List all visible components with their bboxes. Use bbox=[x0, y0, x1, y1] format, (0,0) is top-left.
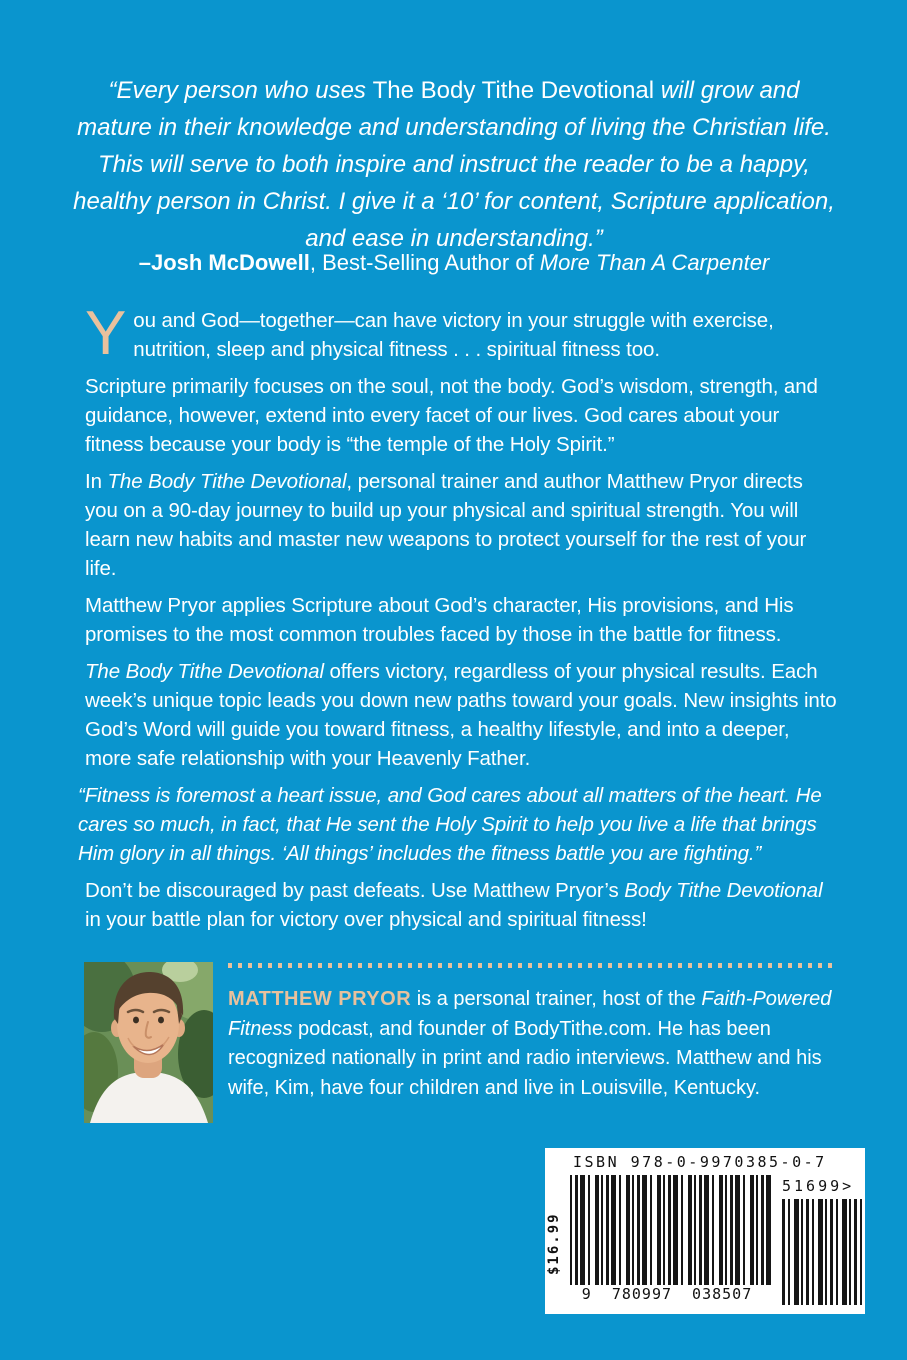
barcode-bars-main bbox=[570, 1175, 773, 1285]
attribution-mid: , Best-Selling Author of bbox=[309, 250, 540, 275]
paragraph-intro bbox=[85, 299, 841, 368]
barcode-block bbox=[545, 1148, 865, 1314]
paragraph-author-quote: “Fitness is foremost a heart issue, and God cares about all matters of the heart. He cares so much, in fact, that He sent the Holy Spirit to help you live a life that brings Him glory in all things. ‘All things’ includes the fitness battle you are fighting.” bbox=[78, 784, 822, 865]
book-title-italic: Body Tithe Devotional bbox=[624, 879, 823, 902]
paragraph-victory bbox=[85, 657, 841, 773]
barcode-digits: 9 780997 038507 bbox=[581, 1285, 753, 1303]
endorsement-quote bbox=[70, 72, 838, 257]
book-title-italic: The Body Tithe Devotional bbox=[107, 470, 347, 493]
podcast-title: Faith-Powered Fitness bbox=[228, 988, 832, 1040]
drop-cap: Y bbox=[85, 299, 127, 368]
barcode-supplement-label: 51699> bbox=[782, 1177, 855, 1195]
paragraph-journey-post: , personal trainer and author Matthew Pryor directs you on a 90-day journey to build up your physical and spiritual strength. You will learn new habits and master new weapons to protect yourself for the rest of your life. bbox=[85, 470, 807, 580]
paragraph-journey bbox=[85, 467, 841, 583]
paragraph-victory-post: offers victory, regardless of your physical results. Each week’s unique topic leads you down new paths toward your goals. New insights into God’s Word will guide you toward fitness, a healthy lifestyle, and into a deeper, more safe relationship with your Heavenly Father. bbox=[85, 660, 837, 770]
quote-post: will grow and mature in their knowledge and understanding of living the Christian life. This will serve to both inspire and instruct the reader to be a happy, healthy person in Christ. I give it a ‘10’ for content, Scripture application, and ease in understanding.” bbox=[73, 77, 835, 252]
attribution-work: More Than A Carpenter bbox=[539, 250, 770, 275]
back-cover-copy bbox=[78, 299, 841, 942]
bio-text-2: podcast, and founder of BodyTithe.com. He has been recognized nationally in print and radio interviews. Matthew and his wife, Kim, have four children and live in Louisville, Kentucky. bbox=[228, 1017, 822, 1099]
paragraph-intro-text: ou and God—together—can have victory in your struggle with exercise, nutrition, sleep and physical fitness . . . spiritual fitness too. bbox=[133, 309, 774, 361]
paragraph-closing-pre: Don’t be discouraged by past defeats. Use Matthew Pryor’s bbox=[85, 879, 625, 902]
quote-book-title: The Body Tithe Devotional bbox=[372, 77, 655, 104]
author-bio bbox=[228, 985, 842, 1103]
paragraph-closing bbox=[85, 876, 841, 934]
author-photo bbox=[84, 962, 213, 1123]
paragraph-promises: Matthew Pryor applies Scripture about God’s character, His provisions, and His promises to the most common troubles faced by those in the battle for fitness. bbox=[85, 594, 794, 646]
paragraph-scripture: Scripture primarily focuses on the soul, not the body. God’s wisdom, strength, and guidance, however, extend into every facet of our lives. God cares about your fitness because your body is “the temple of the Holy Spirit.” bbox=[85, 375, 818, 456]
paragraph-closing-post: in your battle plan for victory over physical and spiritual fitness! bbox=[85, 908, 647, 931]
quote-pre: “Every person who uses bbox=[108, 77, 373, 104]
endorsement-attribution bbox=[70, 248, 838, 278]
isbn-label: ISBN 978-0-9970385-0-7 bbox=[573, 1153, 827, 1171]
price-label: $16.99 bbox=[546, 1212, 562, 1276]
attribution-name: –Josh McDowell bbox=[138, 250, 310, 275]
bio-text-1: is a personal trainer, host of the bbox=[411, 988, 702, 1010]
book-title-italic: The Body Tithe Devotional bbox=[85, 660, 324, 683]
author-name: MATTHEW PRYOR bbox=[228, 988, 412, 1010]
paragraph-journey-pre: In bbox=[85, 470, 108, 493]
barcode-bars-supplement bbox=[782, 1199, 864, 1305]
dotted-divider bbox=[228, 963, 838, 968]
